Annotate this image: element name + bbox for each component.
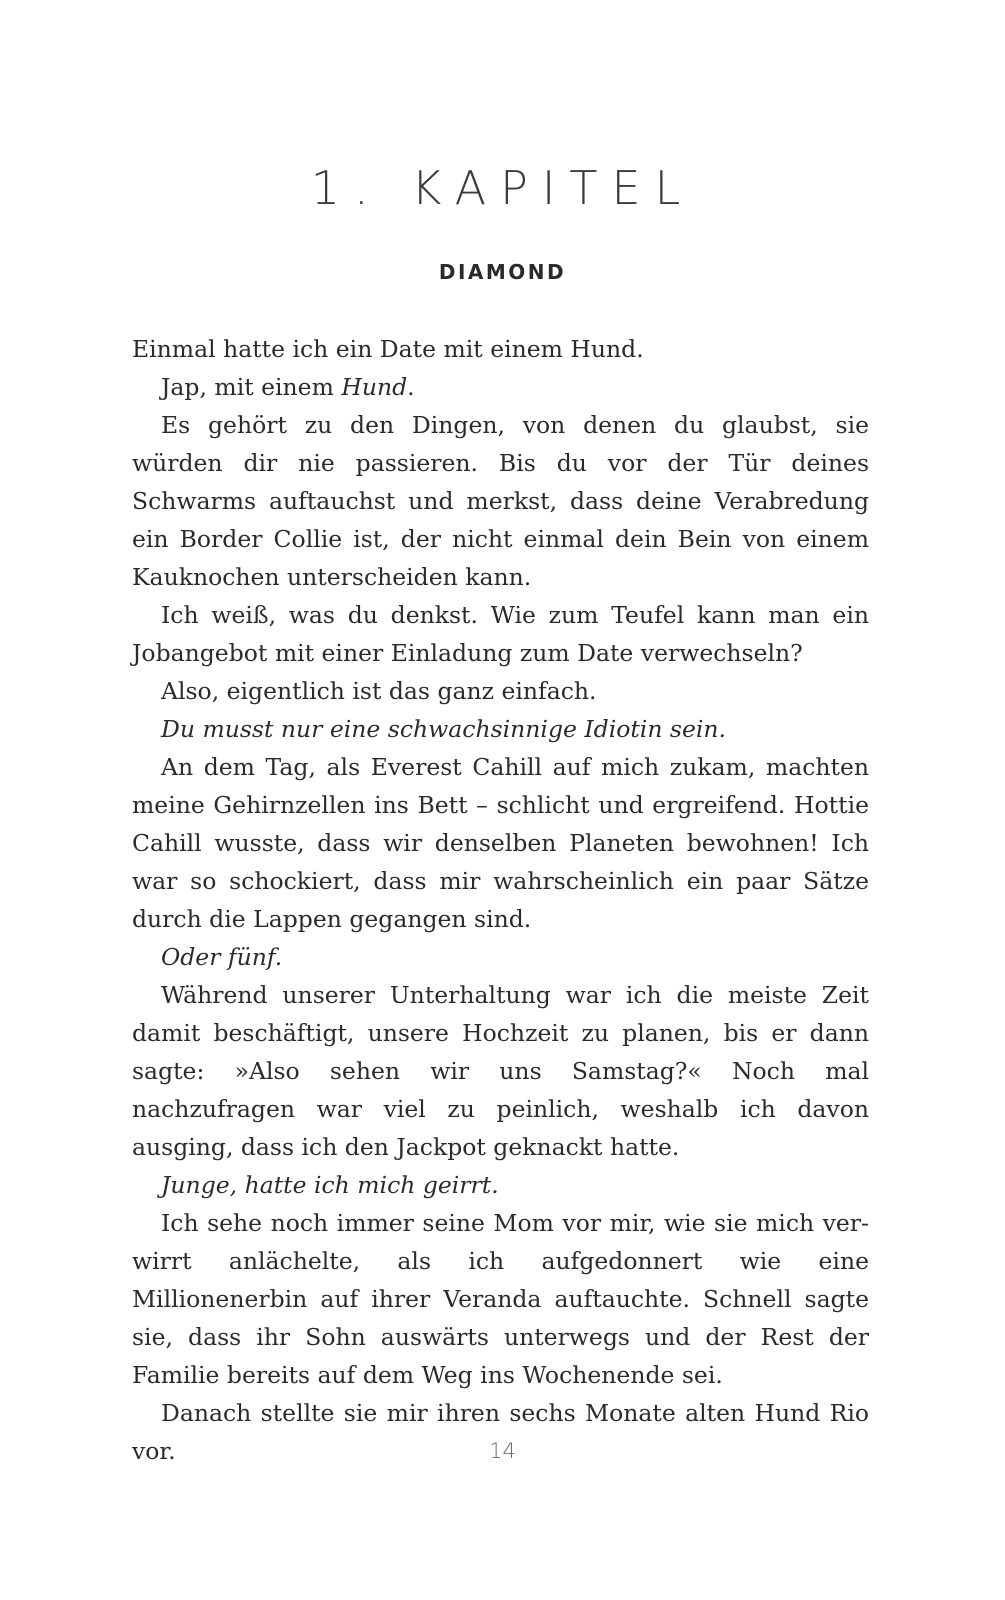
pov-character-name: DIAMOND — [438, 260, 567, 284]
paragraph: Es gehört zu den Dingen, von denen du glaubst, sie würden dir nie passieren. Bis du vor der Tür deines Schwarms auftauchst und merkst, dass deine Verabredung ein Border Collie ist, der nicht einmal dein Bein von einem Kauknochen unterscheiden kann. — [132, 411, 869, 591]
paragraph — [132, 368, 869, 406]
paragraph-text: . — [407, 373, 415, 401]
paragraph-text: Jap, mit einem — [161, 373, 342, 401]
paragraph: Also, eigentlich ist das ganz einfach. — [161, 677, 597, 705]
paragraph: An dem Tag, als Everest Cahill auf mich zukam, machten meine Gehirnzellen ins Bett – schlicht und ergreifend. Hottie Cahill wusste, dass wir denselben Planeten bewohnen! Ich war so schockiert, dass mir wahrscheinlich ein paar Sätze durch die Lappen gegangen sind. — [132, 753, 869, 933]
paragraph: Danach stellte sie mir ihren sechs Monate alten Hund Rio vor. — [132, 1399, 869, 1465]
chapter-heading: 1. KAPITEL — [310, 161, 695, 215]
paragraph-italic: Du musst nur eine schwachsinnige Idiotin sein. — [161, 715, 727, 743]
paragraph: Einmal hatte ich ein Date mit einem Hund. — [132, 335, 644, 363]
emphasized-word: Hund — [341, 373, 408, 401]
page-number: 14 — [489, 1439, 516, 1463]
paragraph-italic: Oder fünf. — [161, 943, 283, 971]
paragraph: Während unserer Unterhaltung war ich die meiste Zeit damit beschäftigt, unsere Hochzeit zu planen, bis er dann sagte: »Also sehen wir uns Samstag?« Noch mal nachzufragen war viel zu peinlich, weshalb ich davon ausging, dass ich den Jackpot geknackt hatte. — [132, 981, 869, 1161]
paragraph: Ich weiß, was du denkst. Wie zum Teufel kann man ein Jobangebot mit einer Einladung zum Date verwechseln? — [132, 601, 869, 667]
chapter-body — [132, 330, 869, 1470]
paragraph: Ich sehe noch immer seine Mom vor mir, wie sie mich verwirrt anlächelte, als ich aufgedonnert wie eine Millionenerbin auf ihrer Veranda auftauchte. Schnell sagte sie, dass ihr Sohn auswärts unterwegs und der Rest der Familie bereits auf dem Weg ins Wochenende sei. — [132, 1209, 869, 1389]
paragraph-italic: Junge, hatte ich mich geirrt. — [161, 1171, 499, 1199]
